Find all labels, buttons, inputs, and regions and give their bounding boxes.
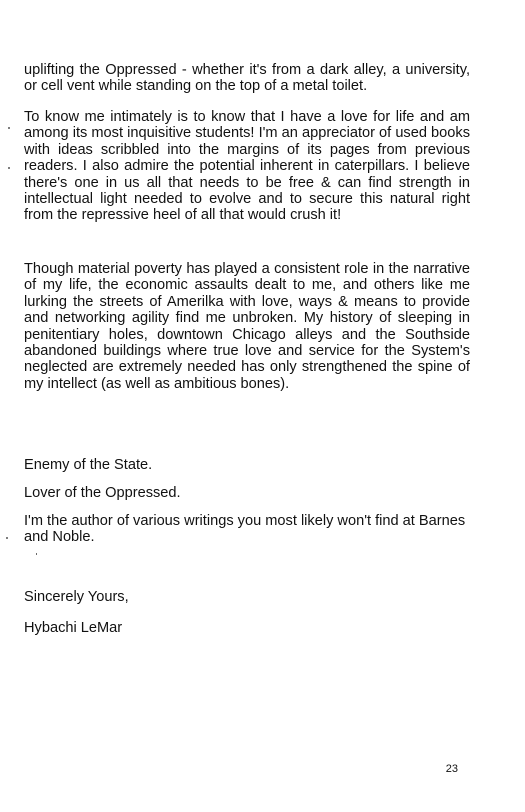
paragraph-poverty: Though material poverty has played a consistent role in the narrative of my life, the economic assaults dealt to me, and others like me lurking the streets of Amerilka with love, ways & means to provide and networking agility find me unbroken. My history of sleeping in penitentiary holes, downtown Chicago alleys and the Southside abandoned buildings where true love and service for the System's neglected are extremely needed has only strengthened the spine of my intellect (as well as ambitious bones). — [24, 261, 470, 392]
page-number: 23 — [445, 763, 458, 775]
scan-speck — [6, 537, 8, 539]
author-statement: I'm the author of various writings you most likely won't find at Barnes and Noble. — [24, 513, 466, 546]
lover-of-oppressed-line: Lover of the Oppressed. — [24, 485, 181, 501]
scan-speck — [8, 127, 10, 129]
scan-speck — [36, 553, 37, 555]
closing-salutation: Sincerely Yours, — [24, 589, 129, 605]
paragraph-intro: To know me intimately is to know that I have a love for life and am among its most inquisitive students! I'm an appreciator of used books with ideas scribbled into the margins of its pages from previous readers. I also admire the potential inherent in caterpillars. I believe there's one in us all that needs to be free & can find strength in intellectual light needed to evolve and to secure this natural right from the repressive heel of all that would crush it! — [24, 109, 470, 224]
scan-speck — [8, 167, 10, 169]
signature-name: Hybachi LeMar — [24, 620, 123, 636]
enemy-of-state-line: Enemy of the State. — [24, 457, 153, 473]
paragraph-continuation: uplifting the Oppressed - whether it's from a dark alley, a university, or cell vent while standing on the top of a metal toilet. — [24, 62, 470, 95]
